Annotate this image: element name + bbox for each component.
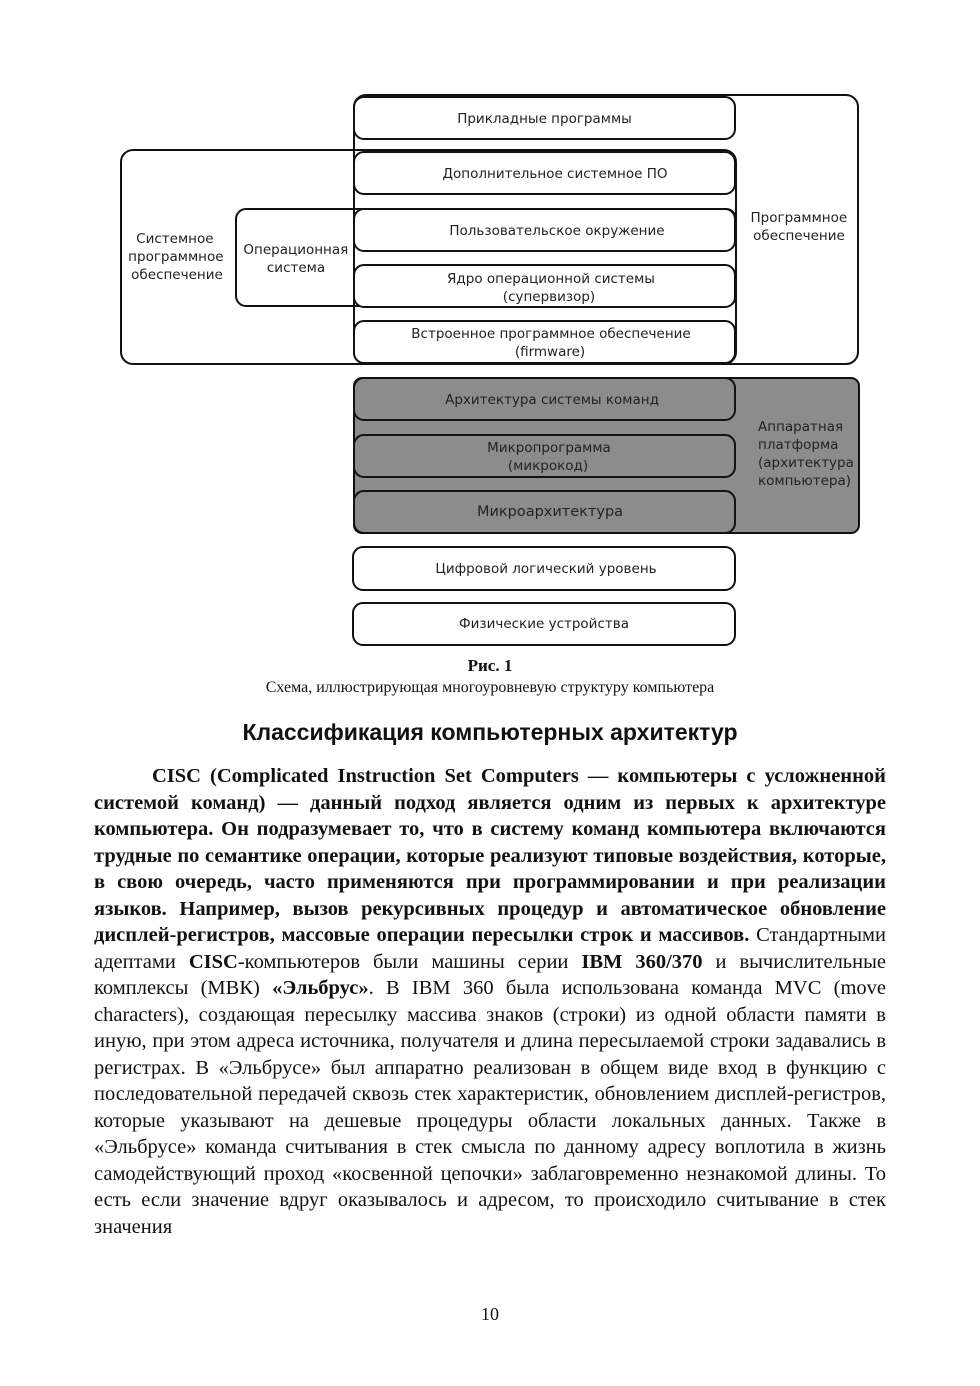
paragraph-bold-elbrus: «Эльбрус»	[272, 977, 369, 999]
paragraph-text-4: . В IBM 360 была использована команда MVC (move characters), создающая пересылку массива знаков (строки) из одной области памяти в иную, при этом адреса источника, получателя и длина пересылаемой строки задавались в регистрах. В «Эльбрусе» был аппаратно реализован в общем виде вход в функцию с последовательной передачей сквозь стек характеристик, обновлением дисплей-регистров, которые указывают на дешевые процедуры области локальных данных. Также в «Эльбрусе» команда считывания в стек смысла по данному адресу воплотила в жизнь самодействующий проход «косвенной цепочки» заблаговременно незнакомой длины. То есть если значение вдруг оказывалось и адресом, то происходило считывание в стек значения	[94, 977, 886, 1238]
figure-caption-text: Схема, иллюстрирующая многоуровневую структуру компьютера	[265, 679, 715, 696]
layer-label-microarch: Микроархитектура	[476, 504, 624, 520]
paragraph-bold-cisc: CISC	[188, 950, 238, 973]
group-label-operating-system: Операционная система	[243, 242, 349, 276]
layer-label-extra-sys: Дополнительное системное ПО	[442, 166, 668, 182]
group-label-hardware: Аппаратная платформа (архитектура компьютера)	[758, 419, 854, 489]
layer-label-microprogram: Микропрограмма (микрокод)	[487, 440, 611, 474]
paragraph-text-2: -компьютеров были машины серии	[237, 950, 582, 973]
computer-levels-diagram	[0, 0, 980, 660]
layer-label-physical: Физические устройства	[459, 616, 629, 632]
layer-label-app: Прикладные программы	[457, 111, 632, 127]
paragraph-bold-ibm: IBM 360/370	[581, 950, 703, 973]
group-label-system-software: Системное программное обеспечение	[128, 231, 224, 283]
layer-label-firmware: Встроенное программное обеспечение (firmware)	[411, 326, 691, 360]
paragraph-text-3: и вычислительные комплексы (МВК)	[94, 950, 886, 999]
layer-label-kernel: Ядро операционной системы (супервизор)	[447, 271, 655, 305]
layer-label-isa: Архитектура системы команд	[445, 392, 659, 408]
paragraph-bold-lead: CISC (Complicated Instruction Set Computers — компьютеры с усложненной системой команд) — данный подход является одним из первых к архитектуре компьютера. Он подразумевает то, что в систему команд компьютера включаются трудные по семантике операции, которые реализуют типовые воздействия, которые, в свою очередь, часто применяются при программировании и при реализации языков. Например, вызов рекурсивных процедур и автоматическое обновление дисплей-регистров, массовые операции пересылки строк и массивов.	[94, 765, 886, 946]
group-label-software: Программное обеспечение	[750, 210, 848, 244]
page-number: 10	[481, 1304, 499, 1324]
paragraph-text-1: Стандартными адептами	[94, 924, 886, 973]
body-paragraph	[94, 763, 886, 1240]
figure-caption-title: Рис. 1	[467, 656, 513, 675]
layer-label-digital-logic: Цифровой логический уровень	[435, 561, 657, 577]
section-heading: Классификация компьютерных архитектур	[242, 719, 738, 745]
layer-label-user-env: Пользовательское окружение	[449, 223, 665, 239]
